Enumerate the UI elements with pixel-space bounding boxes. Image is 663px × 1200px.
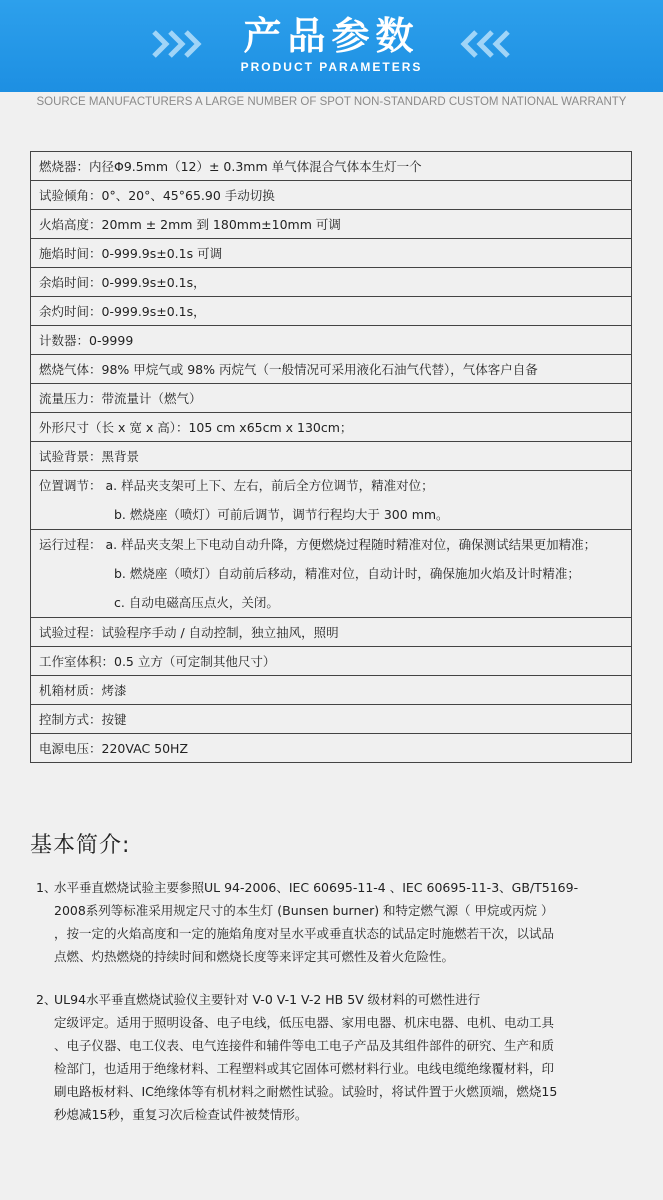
table-row bbox=[31, 210, 632, 239]
table-row bbox=[31, 618, 632, 647]
paragraph-line: 检部门，也适用于绝缘材料、工程塑料或其它固体可燃材料行业。电线电缆绝缘覆材料，印 bbox=[54, 1061, 555, 1076]
paragraph-number: 1、 bbox=[36, 880, 57, 895]
run-process-line: a. 样品夹支架上下电动自动升降，方便燃烧过程随时精准对位，确保测试结果更加精准； bbox=[105, 537, 597, 552]
table-row bbox=[31, 442, 632, 471]
intro-heading: 基本简介: bbox=[30, 833, 131, 858]
table-row bbox=[31, 355, 632, 384]
tagline: SOURCE MANUFACTURERS A LARGE NUMBER OF SPOT NON-STANDARD CUSTOM NATIONAL WARRANTY bbox=[36, 96, 627, 108]
param-cell: 试验背景：黑背景 bbox=[31, 442, 632, 471]
paragraph-line: ，按一定的火焰高度和一定的施焰角度对呈水平或垂直状态的试品定时施燃若干次，以试品 bbox=[54, 926, 555, 941]
table-row bbox=[31, 239, 632, 268]
table-row bbox=[31, 705, 632, 734]
position-adjust-label: 位置调节： bbox=[39, 478, 102, 493]
table-row bbox=[31, 471, 632, 530]
param-cell: 计数器：0-9999 bbox=[31, 326, 632, 355]
table-row bbox=[31, 734, 632, 763]
param-cell: 电源电压：220VAC 50HZ bbox=[31, 734, 632, 763]
run-process-line: c. 自动电磁高压点火，关闭。 bbox=[114, 595, 279, 610]
page-subtitle: PRODUCT PARAMETERS bbox=[240, 60, 423, 74]
run-process-cell bbox=[31, 530, 632, 618]
param-cell: 外形尺寸（长 x 宽 x 高）：105 cm x65cm x 130cm； bbox=[31, 413, 632, 442]
paragraph-line: 定级评定。适用于照明设备、电子电线，低压电器、家用电器、机床电器、电机、电动工具 bbox=[54, 1015, 555, 1030]
param-cell: 控制方式：按键 bbox=[31, 705, 632, 734]
parameters-table bbox=[30, 151, 632, 763]
run-process-label: 运行过程： bbox=[39, 537, 102, 552]
param-cell: 余焰时间：0-999.9s±0.1s， bbox=[31, 268, 632, 297]
param-cell: 燃烧器：内径Φ9.5mm（12）± 0.3mm 单气体混合气体本生灯一个 bbox=[31, 152, 632, 181]
paragraph-line: 刷电路板材料、IC绝缘体等有机材料之耐燃性试验。试验时，将试件置于火燃顶端，燃烧15 bbox=[54, 1084, 558, 1099]
table-row bbox=[31, 384, 632, 413]
table-row bbox=[31, 326, 632, 355]
param-cell: 火焰高度：20mm ± 2mm 到 180mm±10mm 可调 bbox=[31, 210, 632, 239]
table-row bbox=[31, 181, 632, 210]
paragraph-line: 点燃、灼热燃烧的持续时间和燃烧长度等来评定其可燃性及着火危险性。 bbox=[54, 949, 455, 964]
param-cell: 试验过程：试验程序手动 / 自动控制，独立抽风，照明 bbox=[31, 618, 632, 647]
param-cell: 流量压力：带流量计（燃气） bbox=[31, 384, 632, 413]
run-process-line: b. 燃烧座（喷灯）自动前后移动，精准对位，自动计时，确保施加火焰及计时精准； bbox=[114, 566, 580, 581]
paragraph-line: 秒熄减15秒，重复习次后检查试件被焚情形。 bbox=[54, 1107, 308, 1122]
param-cell: 施焰时间：0-999.9s±0.1s 可调 bbox=[31, 239, 632, 268]
intro-paragraph-2 bbox=[36, 988, 626, 1126]
page-title: 产品参数 bbox=[243, 14, 420, 58]
header-banner bbox=[0, 0, 663, 92]
param-cell: 燃烧气体：98% 甲烷气或 98% 丙烷气（一般情况可采用液化石油气代替），气体客户自备 bbox=[31, 355, 632, 384]
paragraph-line: 2008系列等标准采用规定尺寸的本生灯 (Bunsen burner) 和特定燃气源（ 甲烷或丙烷 ） bbox=[54, 903, 554, 918]
table-row bbox=[31, 413, 632, 442]
table-row bbox=[31, 676, 632, 705]
position-adjust-cell bbox=[31, 471, 632, 530]
table-row bbox=[31, 647, 632, 676]
param-cell: 工作室体积：0.5 立方（可定制其他尺寸） bbox=[31, 647, 632, 676]
table-row bbox=[31, 152, 632, 181]
intro-paragraph-1 bbox=[36, 876, 626, 968]
position-adjust-line: a. 样品夹支架可上下、左右，前后全方位调节，精准对位； bbox=[105, 478, 434, 493]
param-cell: 试验倾角：0°、20°、45°65.90 手动切换 bbox=[31, 181, 632, 210]
param-cell: 机箱材质：烤漆 bbox=[31, 676, 632, 705]
paragraph-number: 2、 bbox=[36, 992, 57, 1007]
chevron-left-icon bbox=[458, 28, 514, 60]
position-adjust-line: b. 燃烧座（喷灯）可前后调节，调节行程均大于 300 mm。 bbox=[114, 507, 449, 522]
table-row bbox=[31, 297, 632, 326]
table-row bbox=[31, 268, 632, 297]
paragraph-line: UL94水平垂直燃烧试验仪主要针对 V-0 V-1 V-2 HB 5V 级材料的可燃性进行 bbox=[54, 992, 481, 1007]
paragraph-line: 水平垂直燃烧试验主要参照UL 94-2006、IEC 60695-11-4 、IEC 60695-11-3、GB/T5169- bbox=[54, 880, 579, 895]
param-cell: 余灼时间：0-999.9s±0.1s， bbox=[31, 297, 632, 326]
paragraph-line: 、电子仪器、电工仪表、电气连接件和辅件等电工电子产品及其组件部件的研究、生产和质 bbox=[54, 1038, 555, 1053]
table-row bbox=[31, 530, 632, 618]
